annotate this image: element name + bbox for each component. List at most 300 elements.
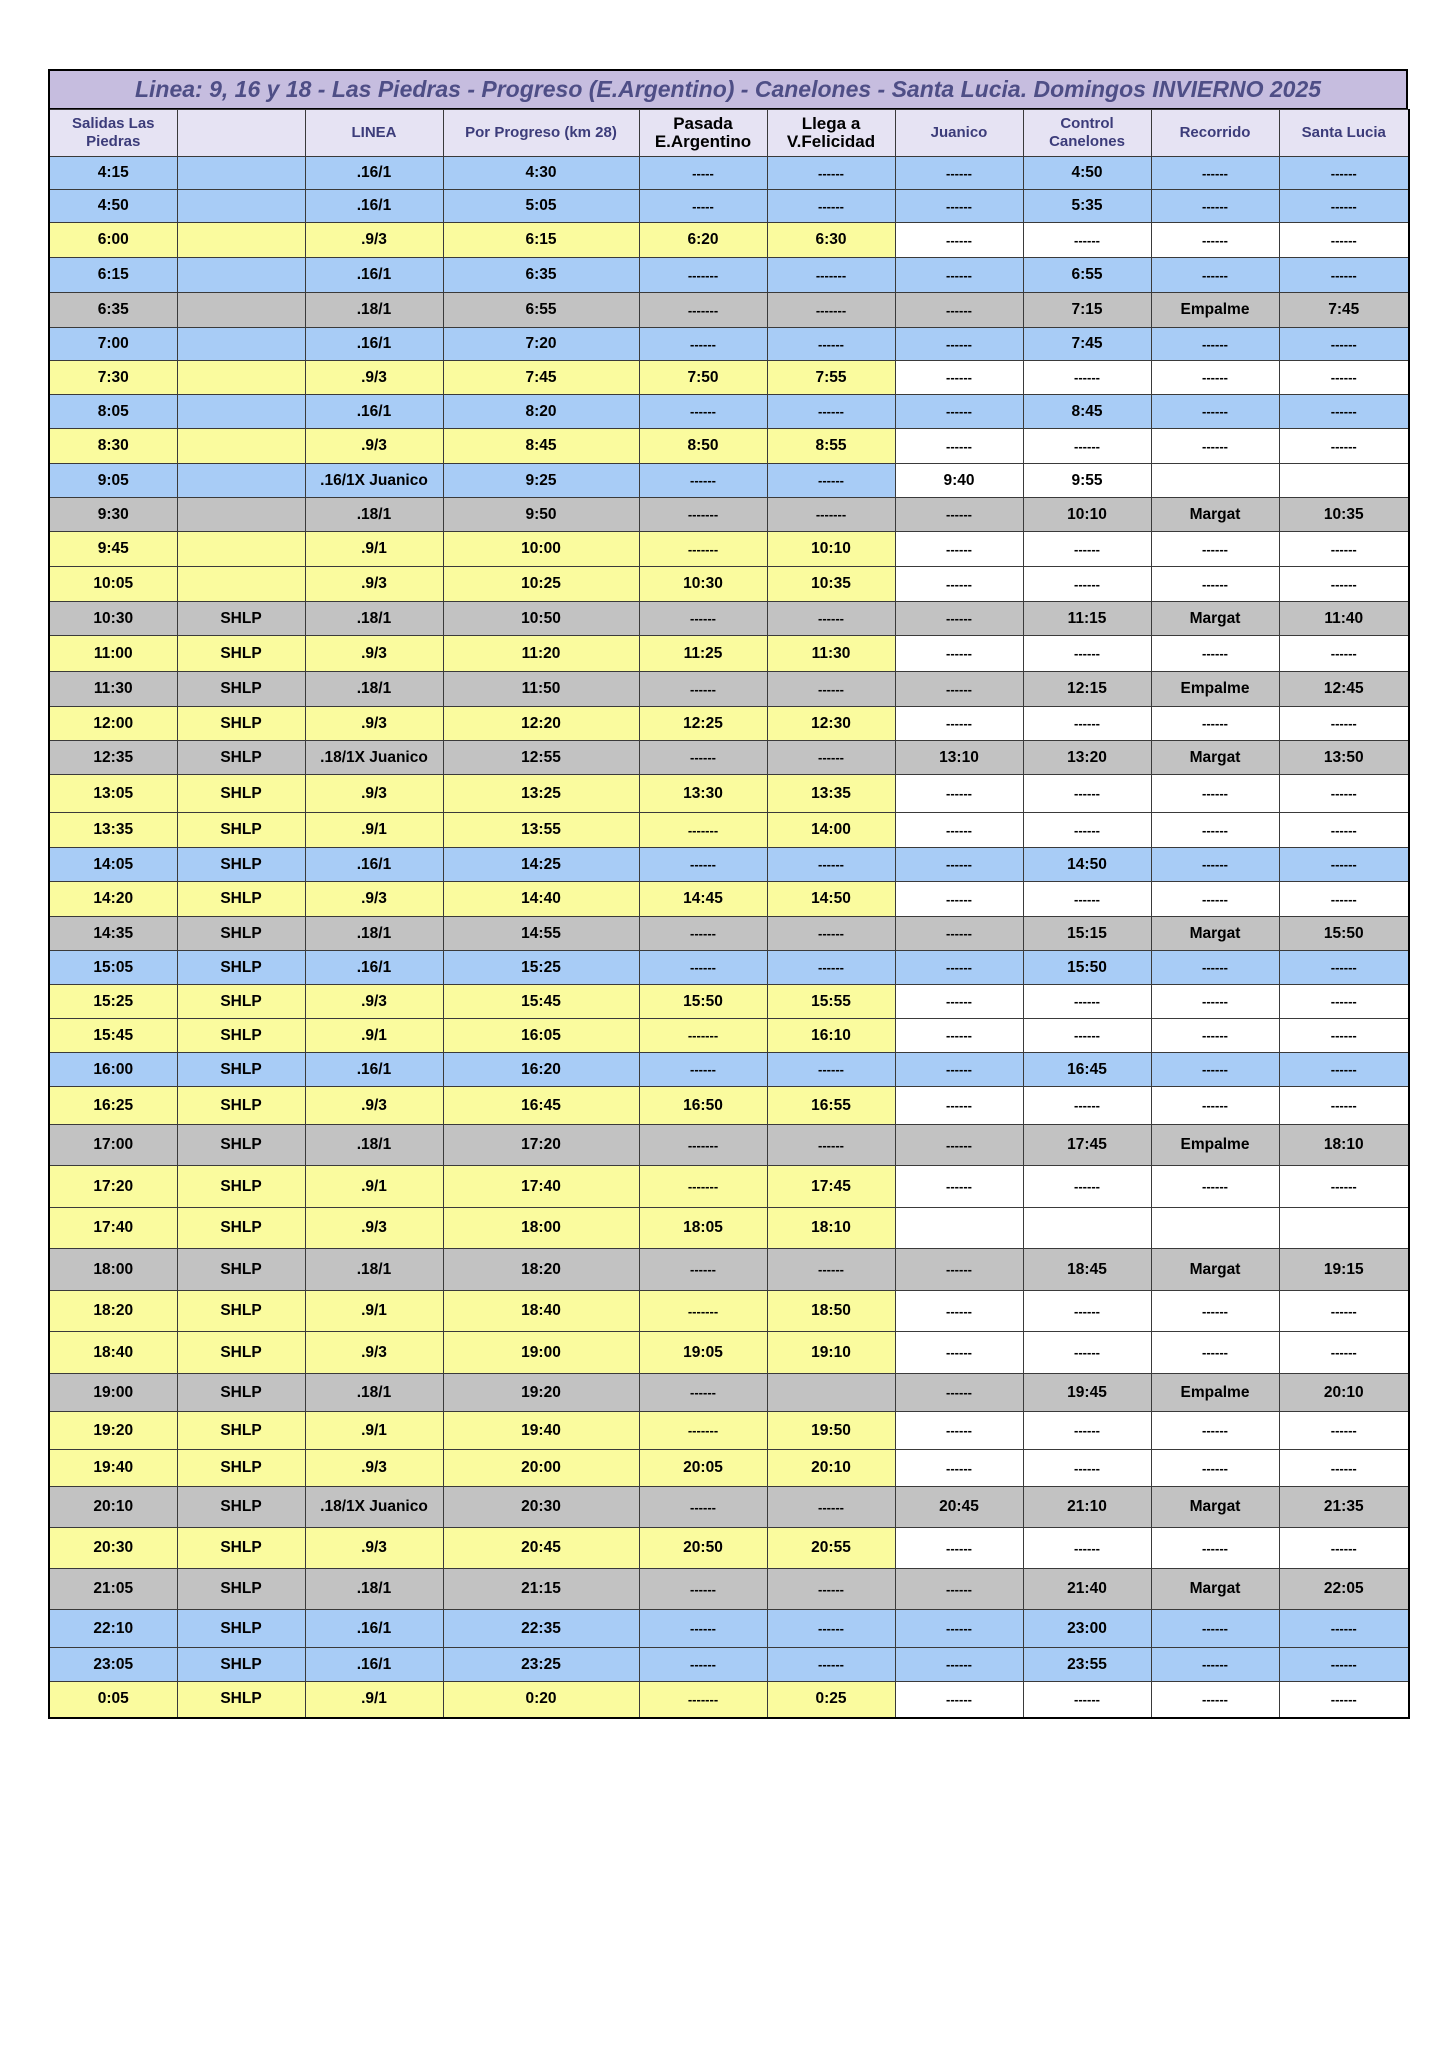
cell-service: SHLP — [177, 882, 305, 917]
cell-departure: 18:00 — [49, 1249, 177, 1291]
table-row — [49, 498, 1409, 532]
cell-llega: 13:35 — [767, 775, 895, 813]
cell-santa-lucia: ------ — [1279, 882, 1409, 917]
cell-line: .9/3 — [305, 775, 443, 813]
cell-departure: 17:20 — [49, 1166, 177, 1208]
cell-line: .9/3 — [305, 567, 443, 602]
cell-llega: 19:50 — [767, 1412, 895, 1450]
cell-progreso: 7:20 — [443, 328, 639, 361]
cell-pasada: ------- — [639, 293, 767, 328]
cell-departure: 15:45 — [49, 1019, 177, 1053]
cell-pasada: 12:25 — [639, 707, 767, 741]
cell-control: 7:15 — [1023, 293, 1151, 328]
cell-departure: 6:15 — [49, 258, 177, 293]
cell-santa-lucia: ------ — [1279, 1528, 1409, 1569]
cell-recorrido: ------ — [1151, 1450, 1279, 1487]
cell-line: .9/3 — [305, 1450, 443, 1487]
cell-departure: 11:30 — [49, 672, 177, 707]
cell-santa-lucia: ------ — [1279, 636, 1409, 672]
cell-santa-lucia: ------ — [1279, 1610, 1409, 1648]
cell-line: .18/1X Juanico — [305, 741, 443, 775]
cell-line: .16/1 — [305, 157, 443, 190]
cell-progreso: 0:20 — [443, 1682, 639, 1718]
cell-llega: ------ — [767, 951, 895, 985]
cell-santa-lucia: ------ — [1279, 1053, 1409, 1087]
cell-llega: ------ — [767, 1610, 895, 1648]
cell-recorrido: ------ — [1151, 532, 1279, 567]
cell-recorrido: ------ — [1151, 636, 1279, 672]
cell-juanico: ------ — [895, 361, 1023, 395]
cell-line: .9/3 — [305, 1208, 443, 1249]
cell-control: 17:45 — [1023, 1125, 1151, 1166]
table-row — [49, 1291, 1409, 1332]
cell-llega: ------ — [767, 848, 895, 882]
cell-progreso: 12:20 — [443, 707, 639, 741]
cell-pasada: ------ — [639, 395, 767, 429]
cell-llega: 20:55 — [767, 1528, 895, 1569]
cell-recorrido: ------ — [1151, 1610, 1279, 1648]
cell-recorrido — [1151, 1208, 1279, 1249]
cell-control: ------ — [1023, 429, 1151, 464]
cell-santa-lucia: ------ — [1279, 328, 1409, 361]
cell-control: 9:55 — [1023, 464, 1151, 498]
cell-pasada: ------- — [639, 813, 767, 848]
cell-juanico: ------ — [895, 1374, 1023, 1412]
cell-departure: 17:40 — [49, 1208, 177, 1249]
cell-service: SHLP — [177, 1569, 305, 1610]
cell-recorrido: Margat — [1151, 917, 1279, 951]
cell-recorrido: Margat — [1151, 1249, 1279, 1291]
cell-departure: 19:00 — [49, 1374, 177, 1412]
header-linea: LINEA — [305, 110, 443, 157]
cell-santa-lucia: ------ — [1279, 532, 1409, 567]
cell-juanico: ------ — [895, 672, 1023, 707]
cell-progreso: 11:20 — [443, 636, 639, 672]
cell-recorrido: ------ — [1151, 361, 1279, 395]
table-row — [49, 1087, 1409, 1125]
cell-progreso: 6:35 — [443, 258, 639, 293]
cell-control: ------ — [1023, 775, 1151, 813]
cell-llega: 17:45 — [767, 1166, 895, 1208]
cell-juanico — [895, 1208, 1023, 1249]
cell-recorrido: ------ — [1151, 567, 1279, 602]
cell-juanico: ------ — [895, 1053, 1023, 1087]
cell-progreso: 22:35 — [443, 1610, 639, 1648]
cell-service: SHLP — [177, 1412, 305, 1450]
cell-control: ------ — [1023, 1166, 1151, 1208]
cell-santa-lucia — [1279, 464, 1409, 498]
cell-recorrido: ------ — [1151, 1528, 1279, 1569]
cell-recorrido: ------ — [1151, 951, 1279, 985]
cell-santa-lucia: 15:50 — [1279, 917, 1409, 951]
cell-progreso: 16:20 — [443, 1053, 639, 1087]
cell-line: .9/3 — [305, 1528, 443, 1569]
cell-line: .18/1 — [305, 1249, 443, 1291]
table-row — [49, 1610, 1409, 1648]
cell-line: .16/1 — [305, 1610, 443, 1648]
cell-juanico: ------ — [895, 602, 1023, 636]
table-row — [49, 223, 1409, 258]
cell-progreso: 18:00 — [443, 1208, 639, 1249]
table-row — [49, 1125, 1409, 1166]
cell-progreso: 13:55 — [443, 813, 639, 848]
cell-line: .9/3 — [305, 429, 443, 464]
timetable-sheet — [48, 69, 1408, 1719]
cell-pasada: ------ — [639, 848, 767, 882]
cell-service: SHLP — [177, 951, 305, 985]
cell-recorrido: Empalme — [1151, 672, 1279, 707]
cell-service: SHLP — [177, 1332, 305, 1374]
cell-service: SHLP — [177, 1166, 305, 1208]
cell-santa-lucia: ------ — [1279, 775, 1409, 813]
cell-llega: ------ — [767, 157, 895, 190]
cell-llega: ------ — [767, 1569, 895, 1610]
cell-recorrido: ------ — [1151, 1412, 1279, 1450]
cell-service: SHLP — [177, 1087, 305, 1125]
cell-progreso: 13:25 — [443, 775, 639, 813]
cell-pasada: ------ — [639, 1374, 767, 1412]
cell-pasada: ------ — [639, 1648, 767, 1682]
cell-progreso: 19:00 — [443, 1332, 639, 1374]
cell-recorrido: ------ — [1151, 157, 1279, 190]
cell-service — [177, 190, 305, 223]
cell-departure: 17:00 — [49, 1125, 177, 1166]
cell-departure: 20:30 — [49, 1528, 177, 1569]
cell-progreso: 16:45 — [443, 1087, 639, 1125]
cell-santa-lucia: ------ — [1279, 361, 1409, 395]
cell-recorrido: ------ — [1151, 328, 1279, 361]
cell-progreso: 14:40 — [443, 882, 639, 917]
cell-juanico: ------ — [895, 395, 1023, 429]
cell-pasada: ----- — [639, 157, 767, 190]
table-row — [49, 190, 1409, 223]
cell-control: ------ — [1023, 532, 1151, 567]
cell-control: ------ — [1023, 985, 1151, 1019]
cell-line: .9/3 — [305, 223, 443, 258]
cell-departure: 13:05 — [49, 775, 177, 813]
cell-llega: ------- — [767, 498, 895, 532]
cell-recorrido: ------ — [1151, 1648, 1279, 1682]
cell-departure: 22:10 — [49, 1610, 177, 1648]
cell-pasada: ------- — [639, 1125, 767, 1166]
cell-recorrido — [1151, 464, 1279, 498]
cell-service — [177, 258, 305, 293]
cell-departure: 23:05 — [49, 1648, 177, 1682]
cell-santa-lucia: ------ — [1279, 1332, 1409, 1374]
cell-pasada: ------- — [639, 1019, 767, 1053]
cell-llega: 16:55 — [767, 1087, 895, 1125]
cell-line: .18/1X Juanico — [305, 1487, 443, 1528]
cell-service: SHLP — [177, 775, 305, 813]
cell-llega: 12:30 — [767, 707, 895, 741]
cell-service: SHLP — [177, 1125, 305, 1166]
cell-santa-lucia: ------ — [1279, 1682, 1409, 1718]
cell-progreso: 17:40 — [443, 1166, 639, 1208]
cell-recorrido: ------ — [1151, 1682, 1279, 1718]
timetable-table — [48, 109, 1410, 1719]
cell-pasada: ------- — [639, 258, 767, 293]
cell-progreso: 15:25 — [443, 951, 639, 985]
cell-llega: ------ — [767, 395, 895, 429]
cell-line: .16/1 — [305, 328, 443, 361]
table-row — [49, 636, 1409, 672]
cell-line: .18/1 — [305, 672, 443, 707]
cell-llega: 6:30 — [767, 223, 895, 258]
cell-pasada: 18:05 — [639, 1208, 767, 1249]
cell-pasada: ------ — [639, 328, 767, 361]
cell-santa-lucia — [1279, 1208, 1409, 1249]
cell-juanico: ------ — [895, 1450, 1023, 1487]
cell-pasada: 6:20 — [639, 223, 767, 258]
cell-progreso: 20:30 — [443, 1487, 639, 1528]
cell-departure: 11:00 — [49, 636, 177, 672]
cell-pasada: ------- — [639, 1682, 767, 1718]
cell-departure: 7:00 — [49, 328, 177, 361]
cell-departure: 0:05 — [49, 1682, 177, 1718]
cell-service: SHLP — [177, 848, 305, 882]
cell-santa-lucia: ------ — [1279, 567, 1409, 602]
cell-pasada: ------ — [639, 672, 767, 707]
header-blank — [177, 110, 305, 157]
cell-llega: 18:10 — [767, 1208, 895, 1249]
table-row — [49, 1208, 1409, 1249]
cell-juanico: ------ — [895, 328, 1023, 361]
cell-pasada: 8:50 — [639, 429, 767, 464]
cell-llega: ------ — [767, 190, 895, 223]
cell-santa-lucia: ------ — [1279, 707, 1409, 741]
cell-recorrido: ------ — [1151, 985, 1279, 1019]
cell-service: SHLP — [177, 813, 305, 848]
cell-llega — [767, 1374, 895, 1412]
cell-service: SHLP — [177, 602, 305, 636]
cell-service — [177, 223, 305, 258]
cell-santa-lucia: 19:15 — [1279, 1249, 1409, 1291]
table-row — [49, 293, 1409, 328]
cell-line: .9/1 — [305, 1682, 443, 1718]
cell-service: SHLP — [177, 1610, 305, 1648]
cell-recorrido: ------ — [1151, 775, 1279, 813]
cell-service: SHLP — [177, 1648, 305, 1682]
cell-recorrido: ------ — [1151, 190, 1279, 223]
cell-service: SHLP — [177, 1019, 305, 1053]
cell-juanico: ------ — [895, 813, 1023, 848]
cell-line: .9/3 — [305, 361, 443, 395]
cell-departure: 9:05 — [49, 464, 177, 498]
cell-llega: ------ — [767, 328, 895, 361]
table-row — [49, 848, 1409, 882]
cell-recorrido: Margat — [1151, 602, 1279, 636]
cell-juanico: ------ — [895, 429, 1023, 464]
cell-departure: 4:15 — [49, 157, 177, 190]
cell-line: .16/1 — [305, 848, 443, 882]
table-row — [49, 672, 1409, 707]
cell-llega: 0:25 — [767, 1682, 895, 1718]
cell-santa-lucia: ------ — [1279, 190, 1409, 223]
cell-progreso: 15:45 — [443, 985, 639, 1019]
cell-control: 18:45 — [1023, 1249, 1151, 1291]
cell-pasada: 15:50 — [639, 985, 767, 1019]
table-row — [49, 1332, 1409, 1374]
header-recorrido: Recorrido — [1151, 110, 1279, 157]
header-progreso: Por Progreso (km 28) — [443, 110, 639, 157]
cell-control: ------ — [1023, 1291, 1151, 1332]
cell-control: ------ — [1023, 223, 1151, 258]
cell-service: SHLP — [177, 1374, 305, 1412]
cell-santa-lucia: ------ — [1279, 223, 1409, 258]
cell-recorrido: Margat — [1151, 1569, 1279, 1610]
cell-recorrido: ------ — [1151, 707, 1279, 741]
table-row — [49, 1019, 1409, 1053]
cell-juanico: ------ — [895, 1291, 1023, 1332]
cell-recorrido: ------ — [1151, 1332, 1279, 1374]
cell-departure: 8:30 — [49, 429, 177, 464]
cell-santa-lucia: 18:10 — [1279, 1125, 1409, 1166]
cell-departure: 14:20 — [49, 882, 177, 917]
cell-juanico: ------ — [895, 1610, 1023, 1648]
cell-service: SHLP — [177, 636, 305, 672]
cell-progreso: 8:45 — [443, 429, 639, 464]
table-row — [49, 258, 1409, 293]
cell-llega: ------ — [767, 1249, 895, 1291]
cell-control: ------ — [1023, 1412, 1151, 1450]
cell-progreso: 4:30 — [443, 157, 639, 190]
cell-recorrido: ------ — [1151, 395, 1279, 429]
cell-line: .9/3 — [305, 985, 443, 1019]
cell-departure: 18:40 — [49, 1332, 177, 1374]
cell-recorrido: Margat — [1151, 1487, 1279, 1528]
cell-pasada: 7:50 — [639, 361, 767, 395]
cell-progreso: 21:15 — [443, 1569, 639, 1610]
table-row — [49, 532, 1409, 567]
cell-pasada: ------ — [639, 602, 767, 636]
header-juanico: Juanico — [895, 110, 1023, 157]
cell-line: .9/1 — [305, 1412, 443, 1450]
cell-santa-lucia: ------ — [1279, 1648, 1409, 1682]
cell-pasada: 14:45 — [639, 882, 767, 917]
cell-recorrido: Empalme — [1151, 1125, 1279, 1166]
cell-juanico: ------ — [895, 1682, 1023, 1718]
cell-control: 5:35 — [1023, 190, 1151, 223]
cell-service — [177, 532, 305, 567]
cell-departure: 9:45 — [49, 532, 177, 567]
cell-santa-lucia: 11:40 — [1279, 602, 1409, 636]
cell-juanico: ------ — [895, 1569, 1023, 1610]
cell-departure: 19:20 — [49, 1412, 177, 1450]
cell-llega: 20:10 — [767, 1450, 895, 1487]
cell-santa-lucia: ------ — [1279, 258, 1409, 293]
cell-llega: ------- — [767, 293, 895, 328]
cell-santa-lucia: ------ — [1279, 1166, 1409, 1208]
table-row — [49, 361, 1409, 395]
header-pasada: Pasada E.Argentino — [639, 110, 767, 157]
cell-pasada: ------ — [639, 917, 767, 951]
cell-santa-lucia: 7:45 — [1279, 293, 1409, 328]
cell-departure: 8:05 — [49, 395, 177, 429]
cell-progreso: 12:55 — [443, 741, 639, 775]
cell-departure: 19:40 — [49, 1450, 177, 1487]
cell-llega: 11:30 — [767, 636, 895, 672]
cell-control: 11:15 — [1023, 602, 1151, 636]
cell-juanico: ------ — [895, 1166, 1023, 1208]
cell-juanico: ------ — [895, 707, 1023, 741]
cell-progreso: 7:45 — [443, 361, 639, 395]
cell-progreso: 19:40 — [443, 1412, 639, 1450]
cell-line: .18/1 — [305, 293, 443, 328]
table-row — [49, 429, 1409, 464]
cell-santa-lucia: ------ — [1279, 157, 1409, 190]
cell-departure: 12:35 — [49, 741, 177, 775]
cell-control: ------ — [1023, 567, 1151, 602]
cell-control: 15:50 — [1023, 951, 1151, 985]
cell-departure: 4:50 — [49, 190, 177, 223]
cell-service — [177, 293, 305, 328]
cell-departure: 13:35 — [49, 813, 177, 848]
cell-santa-lucia: ------ — [1279, 848, 1409, 882]
cell-juanico: ------ — [895, 157, 1023, 190]
cell-departure: 9:30 — [49, 498, 177, 532]
cell-progreso: 10:25 — [443, 567, 639, 602]
table-row — [49, 1682, 1409, 1718]
cell-santa-lucia: ------ — [1279, 1087, 1409, 1125]
cell-service — [177, 328, 305, 361]
timetable-title: Linea: 9, 16 y 18 - Las Piedras - Progreso (E.Argentino) - Canelones - Santa Lucia. Domingos INVIERNO 2025 — [48, 69, 1408, 109]
table-row — [49, 1528, 1409, 1569]
cell-departure: 14:35 — [49, 917, 177, 951]
cell-progreso: 9:25 — [443, 464, 639, 498]
cell-progreso: 10:50 — [443, 602, 639, 636]
cell-pasada: ----- — [639, 190, 767, 223]
cell-llega: 14:00 — [767, 813, 895, 848]
table-row — [49, 1166, 1409, 1208]
cell-juanico: ------ — [895, 567, 1023, 602]
cell-control: ------ — [1023, 636, 1151, 672]
cell-recorrido: ------ — [1151, 258, 1279, 293]
cell-control: 23:55 — [1023, 1648, 1151, 1682]
cell-service: SHLP — [177, 1487, 305, 1528]
table-row — [49, 1374, 1409, 1412]
cell-line: .9/3 — [305, 1087, 443, 1125]
cell-departure: 7:30 — [49, 361, 177, 395]
cell-juanico: ------ — [895, 1019, 1023, 1053]
cell-control: ------ — [1023, 1019, 1151, 1053]
cell-service — [177, 429, 305, 464]
cell-progreso: 16:05 — [443, 1019, 639, 1053]
cell-line: .16/1 — [305, 1648, 443, 1682]
cell-departure: 6:00 — [49, 223, 177, 258]
cell-recorrido: ------ — [1151, 1053, 1279, 1087]
cell-juanico: ------ — [895, 1087, 1023, 1125]
cell-control: ------ — [1023, 361, 1151, 395]
header-control: Control Canelones — [1023, 110, 1151, 157]
cell-recorrido: ------ — [1151, 848, 1279, 882]
cell-departure: 20:10 — [49, 1487, 177, 1528]
cell-line: .9/1 — [305, 1291, 443, 1332]
cell-recorrido: Empalme — [1151, 293, 1279, 328]
cell-juanico: ------ — [895, 636, 1023, 672]
cell-departure: 16:00 — [49, 1053, 177, 1087]
cell-recorrido: ------ — [1151, 429, 1279, 464]
cell-service — [177, 567, 305, 602]
cell-santa-lucia: ------ — [1279, 1412, 1409, 1450]
cell-pasada: ------ — [639, 741, 767, 775]
cell-progreso: 9:50 — [443, 498, 639, 532]
table-row — [49, 1450, 1409, 1487]
cell-line: .9/3 — [305, 882, 443, 917]
cell-llega: 19:10 — [767, 1332, 895, 1374]
cell-progreso: 17:20 — [443, 1125, 639, 1166]
cell-juanico: ------ — [895, 1412, 1023, 1450]
cell-line: .16/1 — [305, 1053, 443, 1087]
